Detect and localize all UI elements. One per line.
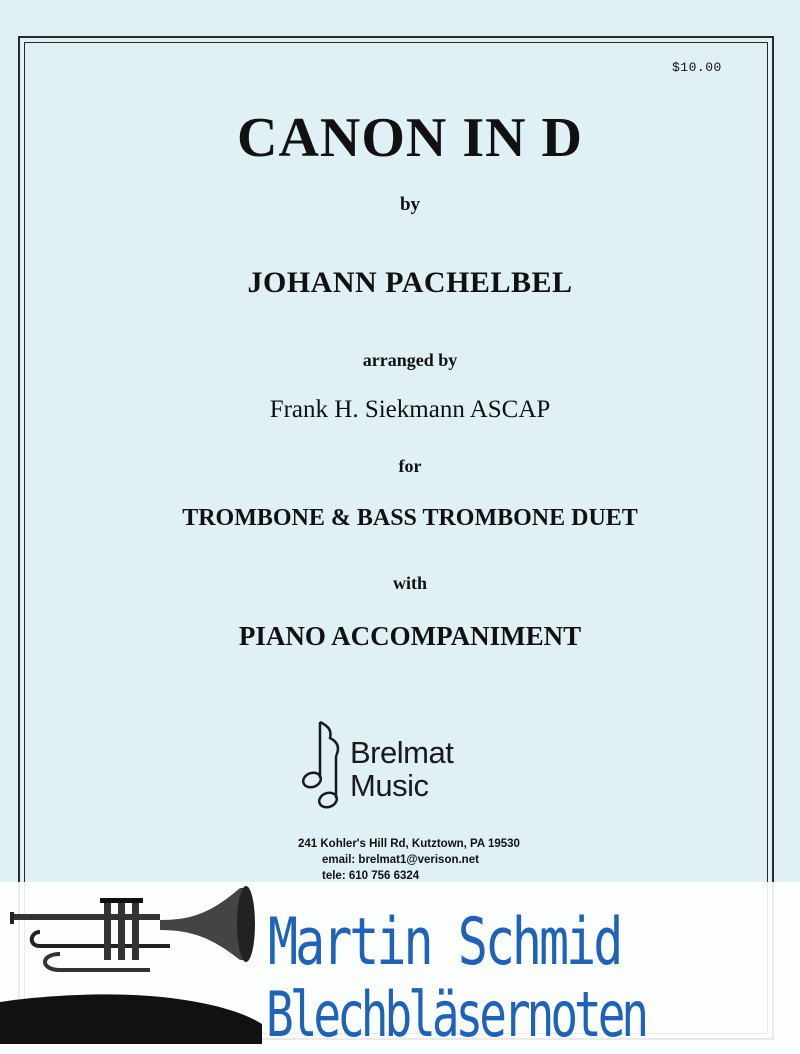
music-note-icon xyxy=(298,716,350,814)
publisher-name-line2: Music xyxy=(350,768,429,803)
trumpet-icon xyxy=(0,884,275,1044)
arranger-name: Frank H. Siekmann ASCAP xyxy=(269,396,551,423)
price-label: $10.00 xyxy=(672,60,722,75)
publisher-logo xyxy=(298,716,478,816)
publisher-name xyxy=(350,736,453,802)
accompaniment: PIANO ACCOMPANIMENT xyxy=(238,621,582,651)
publisher-address: 241 Kohler's Hill Rd, Kutztown, PA 19530 xyxy=(298,838,520,850)
publisher-email: email: brelmat1@verison.net xyxy=(322,854,479,866)
watermark-line1: Martin Schmid xyxy=(268,904,621,980)
for-label: for xyxy=(398,456,422,476)
by-label: by xyxy=(399,194,421,215)
composer-name: JOHANN PACHELBEL xyxy=(247,266,573,299)
instrumentation: TROMBONE & BASS TROMBONE DUET xyxy=(182,505,638,531)
arranged-by-label: arranged by xyxy=(362,350,458,370)
with-label: with xyxy=(392,573,427,593)
publisher-name-line1: Brelmat xyxy=(350,735,454,770)
watermark-line2: Blechbläsernoten xyxy=(266,978,646,1051)
publisher-phone: tele: 610 756 6324 xyxy=(322,870,420,882)
score-title: CANON IN D xyxy=(237,107,583,169)
